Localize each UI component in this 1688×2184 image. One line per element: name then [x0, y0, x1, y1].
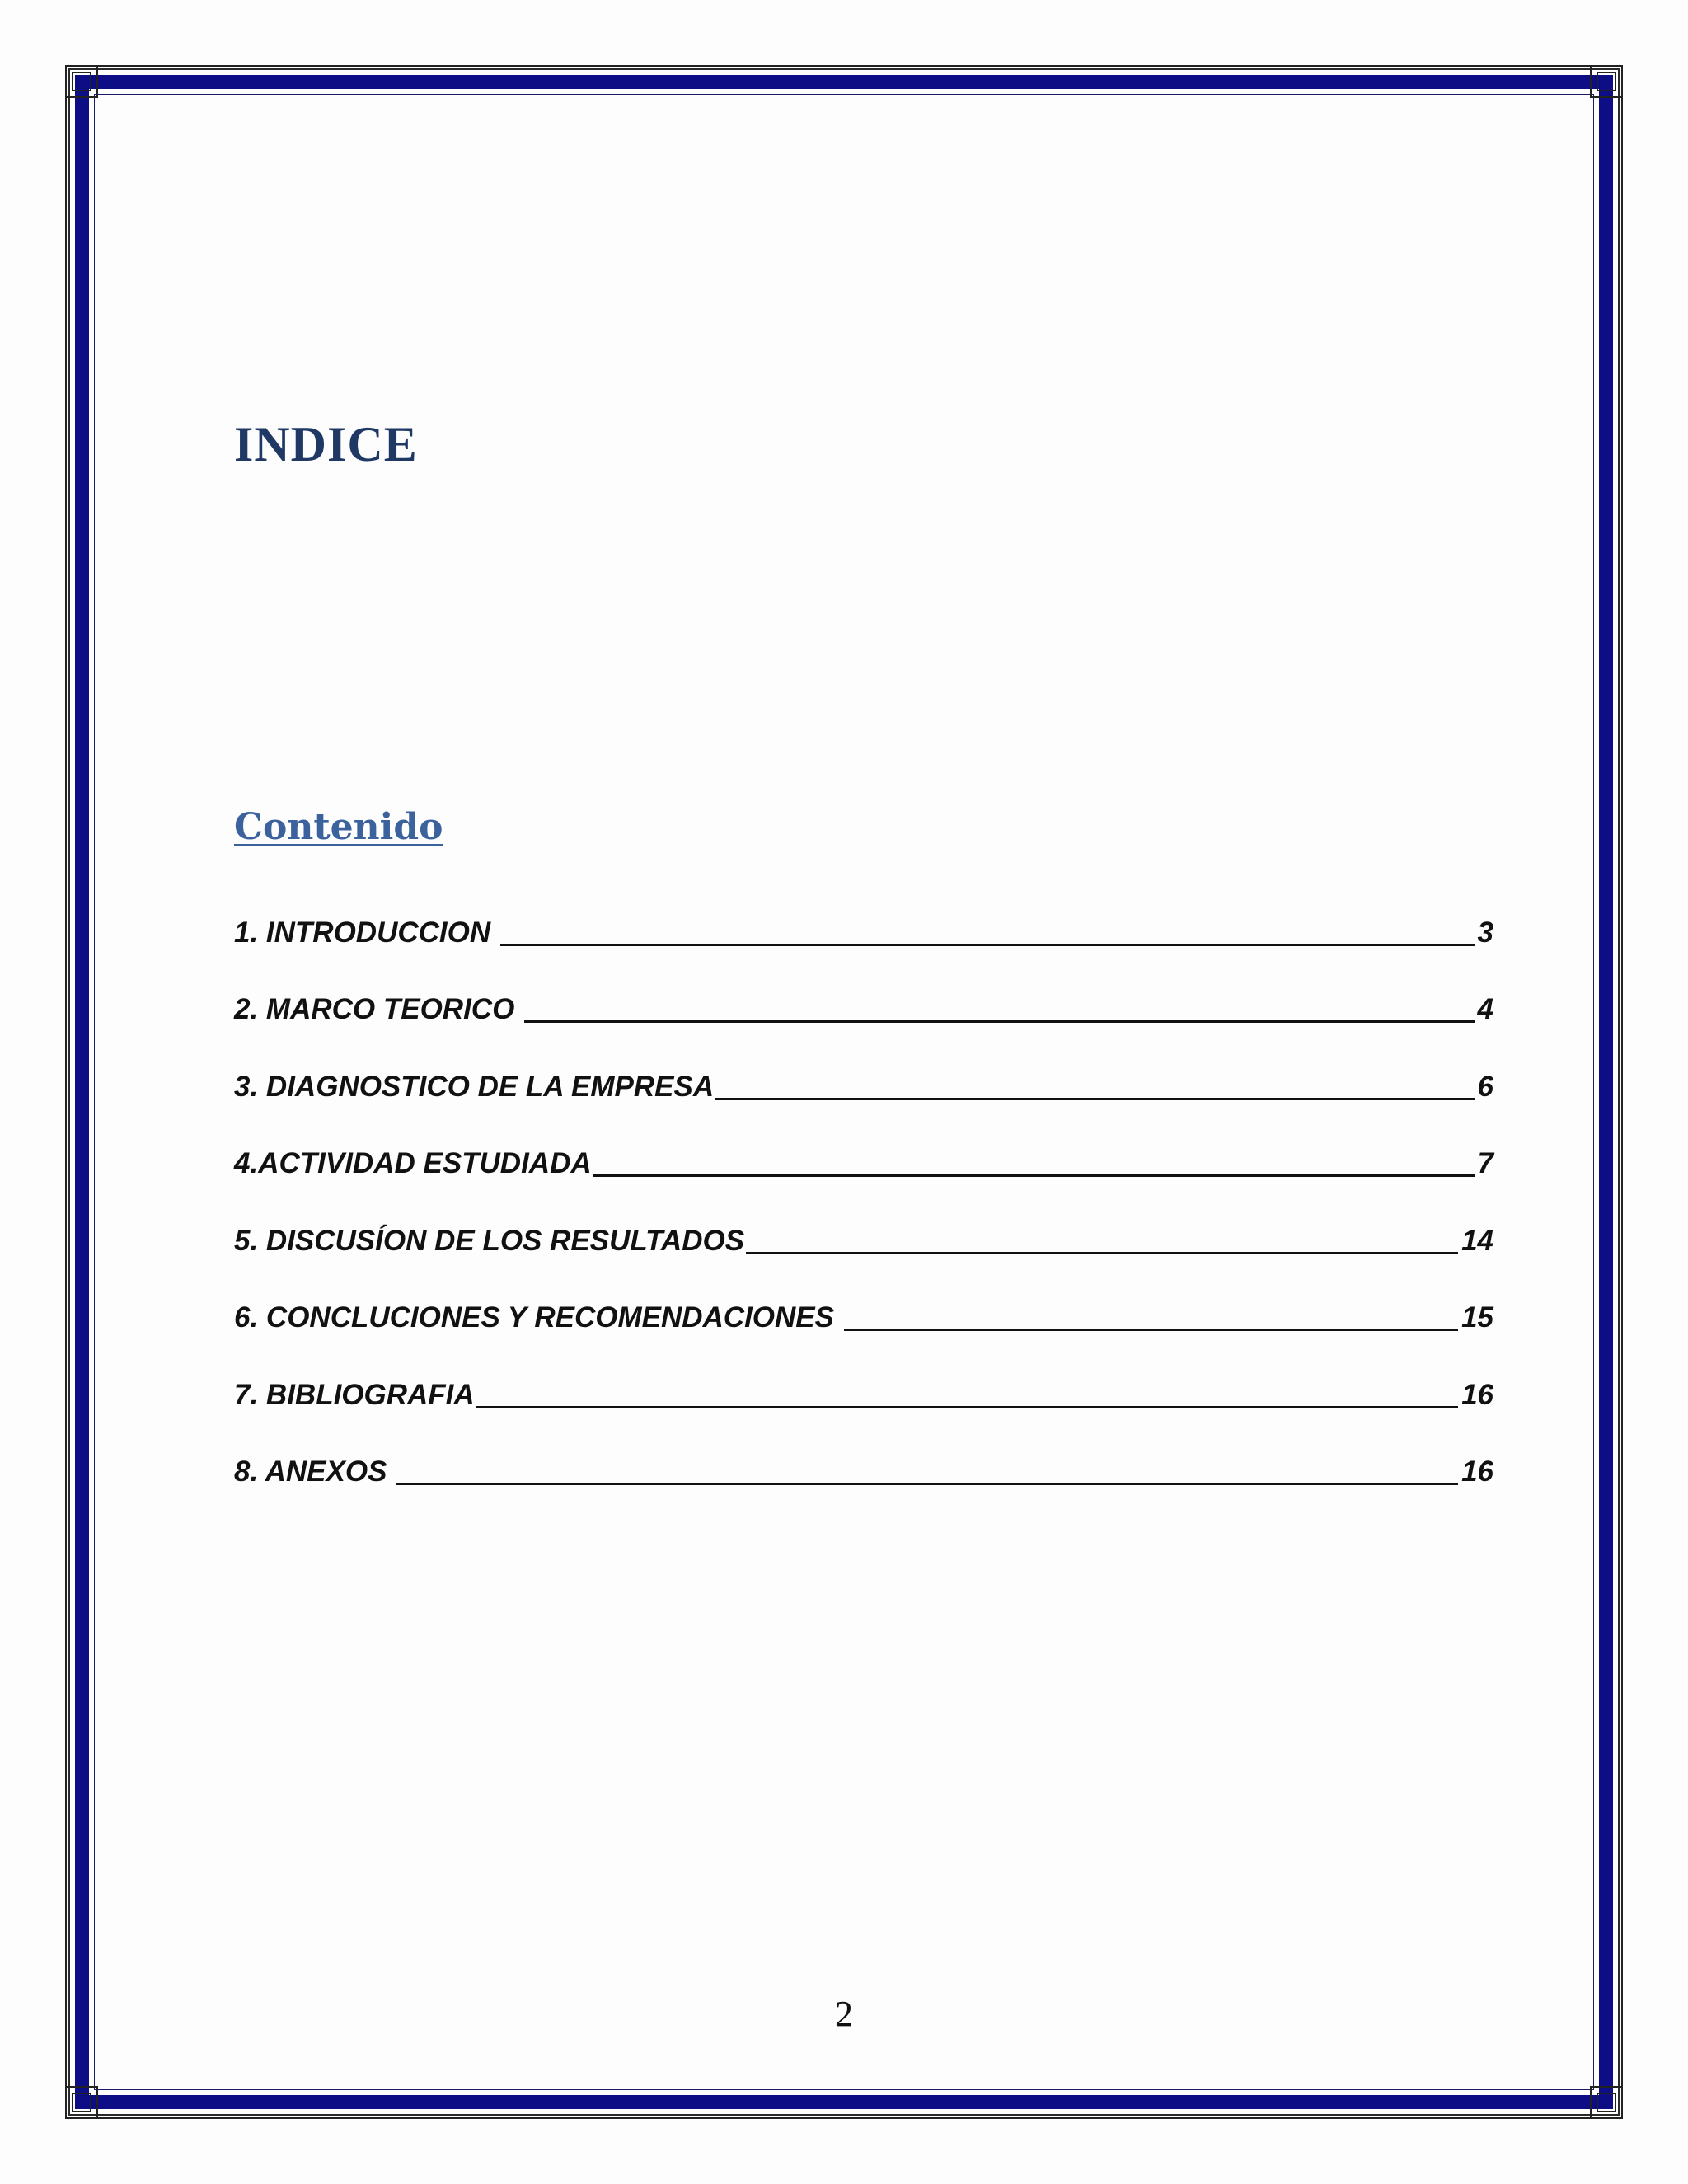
toc-leader-line [844, 1329, 1458, 1331]
corner-ornament-bottom-right [1590, 2086, 1623, 2119]
toc-entry-discusion[interactable] [234, 1185, 1493, 1263]
toc-entry-anexos[interactable] [234, 1417, 1493, 1494]
toc-entry-label: 1. INTRODUCCION [234, 916, 491, 949]
toc-entry-diagnostico[interactable] [234, 1031, 1493, 1108]
toc-entry-label: 3. DIAGNOSTICO DE LA EMPRESA [234, 1070, 715, 1103]
toc-entry-page: 7 [1477, 1147, 1493, 1179]
toc-leader-line [746, 1252, 1458, 1254]
toc-entry-page: 16 [1461, 1378, 1493, 1411]
corner-ornament-top-right [1590, 65, 1623, 98]
toc-leader-line [396, 1483, 1458, 1485]
toc-entry-label: 4.ACTIVIDAD ESTUDIADA [234, 1147, 592, 1179]
page-title: INDICE [234, 417, 418, 471]
toc-heading: Contenido [234, 806, 443, 848]
toc-leader-line [524, 1020, 1474, 1023]
toc-entry-page: 14 [1461, 1224, 1493, 1257]
toc-leader-line [715, 1098, 1474, 1100]
toc-entry-introduccion[interactable] [234, 877, 1493, 954]
toc-entry-marco-teorico[interactable] [234, 954, 1493, 1032]
table-of-contents [234, 877, 1493, 1493]
toc-entry-label: 6. CONCLUCIONES Y RECOMENDACIONES [234, 1301, 834, 1333]
toc-entry-conclusiones[interactable] [234, 1263, 1493, 1340]
toc-entry-label: 2. MARCO TEORICO [234, 993, 515, 1025]
toc-entry-page: 4 [1477, 993, 1493, 1025]
toc-entry-page: 6 [1477, 1070, 1493, 1103]
toc-leader-line [476, 1406, 1458, 1408]
toc-entry-label: 7. BIBLIOGRAFIA [234, 1378, 475, 1411]
corner-ornament-top-left [65, 65, 98, 98]
corner-ornament-bottom-left [65, 2086, 98, 2119]
toc-entry-page: 15 [1461, 1301, 1493, 1333]
toc-entry-bibliografia[interactable] [234, 1339, 1493, 1417]
toc-entry-page: 3 [1477, 916, 1493, 949]
page-number: 2 [835, 1994, 853, 2034]
toc-entry-label: 8. ANEXOS [234, 1455, 387, 1488]
toc-entry-label: 5. DISCUSÍON DE LOS RESULTADOS [234, 1224, 745, 1257]
toc-leader-line [593, 1174, 1475, 1177]
toc-entry-actividad-estudiada[interactable] [234, 1108, 1493, 1186]
toc-entry-page: 16 [1461, 1455, 1493, 1488]
toc-leader-line [500, 944, 1474, 946]
